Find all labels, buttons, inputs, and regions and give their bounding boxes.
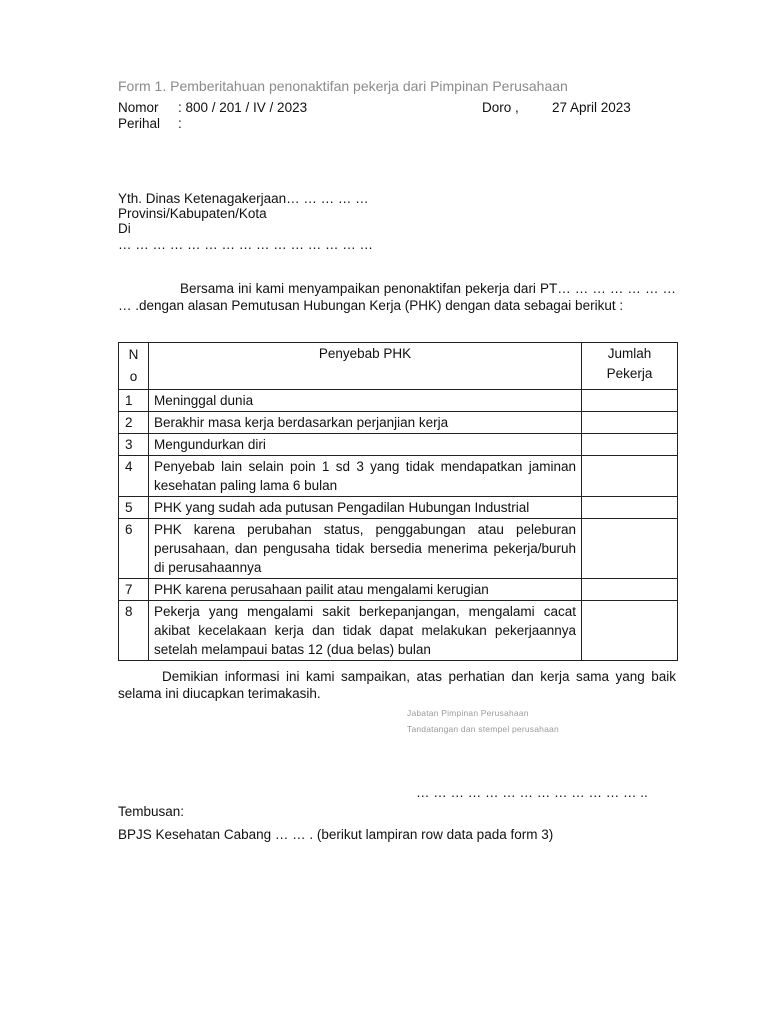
table-row: [119, 497, 678, 519]
table-row: [119, 456, 678, 497]
row-count: [582, 579, 678, 601]
row-no: 4: [119, 456, 149, 497]
row-no: 2: [119, 412, 149, 434]
recipient-line-2: Provinsi/Kabupaten/Kota: [118, 206, 267, 221]
phk-table-header-row: [119, 343, 678, 390]
row-count: [582, 519, 678, 579]
phk-table: [118, 342, 678, 661]
row-reason: PHK yang sudah ada putusan Pengadilan Hubungan Industrial: [149, 497, 582, 519]
subject-label: Perihal: [118, 116, 161, 131]
signature-name-line: … … … … … … … … … … … … … ..: [416, 785, 648, 800]
row-count: [582, 497, 678, 519]
table-row: [119, 390, 678, 412]
signature-position-label: Jabatan Pimpinan Perusahaan: [407, 708, 529, 718]
letter-number-label: Nomor: [118, 100, 159, 115]
recipient-line-3: Di: [118, 221, 131, 236]
form-title: Form 1. Pemberitahuan penonaktifan pekerja dari Pimpinan Perusahaan: [118, 78, 568, 94]
row-count: [582, 390, 678, 412]
signature-stamp-label: Tandatangan dan stempel perusahaan: [407, 724, 559, 734]
table-row: [119, 434, 678, 456]
letter-place: Doro ,: [482, 100, 519, 115]
row-count: [582, 601, 678, 661]
row-no: 7: [119, 579, 149, 601]
table-row: [119, 519, 678, 579]
recipient-line-1: Yth. Dinas Ketenagakerjaan… … … … …: [118, 191, 369, 206]
row-reason: PHK karena perusahaan pailit atau mengalami kerugian: [149, 579, 582, 601]
recipient-line-4: … … … … … … … … … … … … … … …: [118, 237, 374, 252]
header-count: Jumlah Pekerja: [582, 343, 678, 390]
row-reason: Berakhir masa kerja berdasarkan perjanjian kerja: [149, 412, 582, 434]
row-reason: Pekerja yang mengalami sakit berkepanjangan, mengalami cacat akibat kecelakaan kerja dan tidak dapat melakukan pekerjaannya setelah melampaui batas 12 (dua belas) bulan: [149, 601, 582, 661]
cc-line: BPJS Kesehatan Cabang … … . (berikut lampiran row data pada form 3): [118, 827, 554, 842]
row-reason: Meninggal dunia: [149, 390, 582, 412]
row-count: [582, 412, 678, 434]
row-count: [582, 456, 678, 497]
table-row: [119, 601, 678, 661]
row-count: [582, 434, 678, 456]
row-no: 5: [119, 497, 149, 519]
closing-paragraph: [118, 668, 676, 702]
letter-number-value: : 800 / 201 / IV / 2023: [178, 100, 308, 115]
row-reason: Mengundurkan diri: [149, 434, 582, 456]
header-reason: Penyebab PHK: [149, 343, 582, 390]
cc-label: Tembusan:: [118, 804, 185, 819]
closing-text: Demikian informasi ini kami sampaikan, atas perhatian dan kerja sama yang baik selama ini diucapkan terimakasih.: [118, 669, 676, 701]
intro-paragraph: [118, 280, 676, 314]
row-no: 1: [119, 390, 149, 412]
table-row: [119, 579, 678, 601]
row-no: 6: [119, 519, 149, 579]
subject-value: :: [178, 116, 182, 131]
row-no: 3: [119, 434, 149, 456]
row-reason: PHK karena perubahan status, penggabungan atau peleburan perusahaan, dan pengusaha tidak bersedia menerima pekerja/buruh di perusahaannya: [149, 519, 582, 579]
letter-date: 27 April 2023: [552, 100, 631, 115]
row-no: 8: [119, 601, 149, 661]
row-reason: Penyebab lain selain poin 1 sd 3 yang tidak mendapatkan jaminan kesehatan paling lama 6 bulan: [149, 456, 582, 497]
table-row: [119, 412, 678, 434]
header-no: No: [119, 343, 149, 390]
intro-text: Bersama ini kami menyampaikan penonaktifan pekerja dari PT… … … … … … … … .dengan alasan Pemutusan Hubungan Kerja (PHK) dengan data sebagai berikut :: [118, 281, 676, 313]
